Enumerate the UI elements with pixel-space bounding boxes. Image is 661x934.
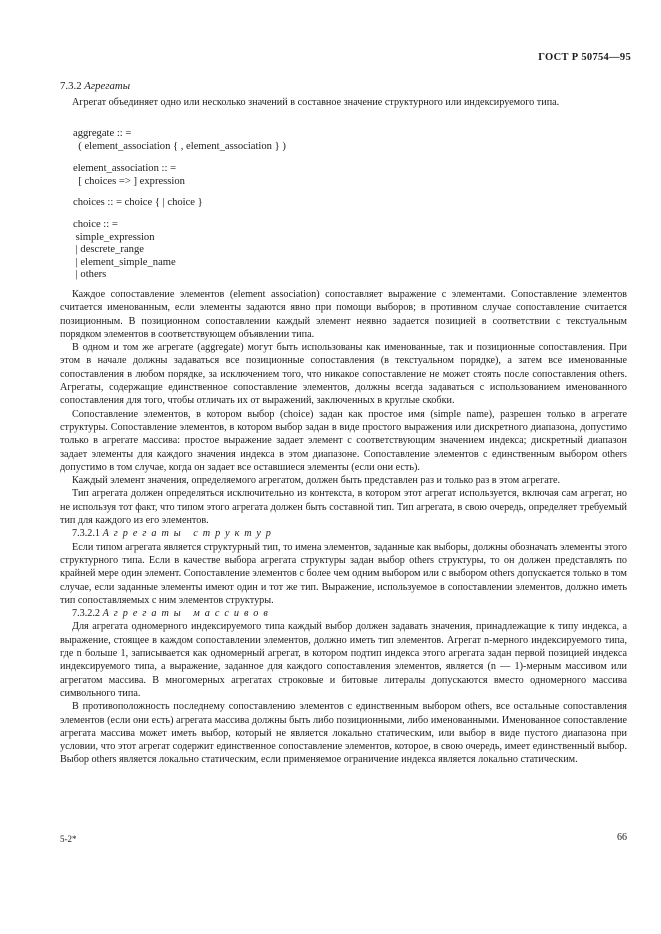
paragraph: Каждый элемент значения, определяемого агрегатом, должен быть представлен раз и только раз в этом агрегате.: [72, 475, 561, 487]
subsection-heading-arrays: [60, 607, 627, 620]
section-title: Агрегаты: [84, 80, 131, 92]
footer-signature-mark: 5-2*: [60, 834, 77, 844]
paragraph: Сопоставление элементов, в котором выбор (choice) задан как простое имя (simple name), разрешен только в агрегате структуры. Сопоставление элементов, в котором выбор задан в виде простого выражения или дискретного диапазона, допустимо только в агрегате массива: простое выражение задает элемент с соответствующим значением индекса; дискретный диапазон задает элементы для каждого значения индекса в этом диапазоне. Сопоставление элементов с единственным выбором others допустимо в том случае, когда он задает все оставшиеся элементы (если они есть).: [60, 408, 627, 473]
grammar-line: simple_expression: [73, 231, 155, 243]
grammar-element-association: [73, 163, 613, 188]
section-number: 7.3.2: [60, 80, 82, 92]
grammar-line: choice :: =: [73, 219, 118, 230]
subsection-number: 7.3.2.1: [72, 528, 101, 540]
intro-text: [60, 96, 627, 109]
grammar-line: aggregate :: =: [73, 128, 132, 139]
grammar-choices: [73, 197, 613, 210]
grammar-aggregate: [73, 128, 613, 153]
paragraph: Тип агрегата должен определяться исключительно из контекста, в котором этот агрегат используется, включая сам агрегат, но не используя тот факт, что типом этого агрегата должен быть составной тип. Тип агрегата, в свою очередь, определяет требуемый тип для каждого из его элементов.: [60, 488, 627, 527]
subsection-number: 7.3.2.2: [72, 608, 101, 620]
grammar-line: element_association :: =: [73, 163, 177, 174]
section-heading: [60, 79, 630, 93]
paragraph: Для агрегата одномерного индексируемого типа каждый выбор должен задавать значения, принадлежащие к типу индекса, а выражение, стоящее в каждом сопоставлении элементов, должно иметь тип элементов. Агрегат n-мерного индексируемого типа, где n больше 1, записывается как одномерный агрегат, в котором подтип индекса этого агрегата задан первой позицией индекса индексируемого типа, а выражение, заданное для каждого сопоставления элементов, является (n — 1)-мерным массивом или агрегатом массива. В многомерных агрегатах строковые и битовые литералы допускаются вместо одномерного массива символьного типа.: [60, 621, 627, 699]
grammar-line: | descrete_range: [73, 244, 144, 256]
grammar-line: choices :: = choice { | choice }: [73, 197, 203, 208]
subsection-heading-records: [60, 527, 627, 540]
grammar-line: [ choices => ] expression: [73, 175, 185, 187]
grammar-line: | others: [73, 269, 107, 281]
main-text: [60, 288, 627, 767]
page-number: 66: [617, 832, 627, 843]
grammar-choice: [73, 219, 613, 282]
paragraph: Каждое сопоставление элементов (element association) сопоставляет выражение с элементами. Сопоставление элементов считается именованным, если элементы задаются явно при помощи выборов; в противном случае сопоставление считается позиционным. В позиционном сопоставлении каждый элемент неявно задается позицией в соответствии с текстуальным порядком элементов в соответствующем объявлении типа.: [60, 289, 627, 340]
paragraph: В противоположность последнему сопоставлению элементов с единственным выбором others, все остальные сопоставления элементов (если они есть) агрегата массива должны быть либо позиционными, либо именованными. Именованное сопоставление агрегата массива может иметь выбор, который не является локально статическим, или выбор в виде пустого диапазона при условии, что этот агрегат содержит единственное сопоставление элементов, которое, в свою очередь, имеет единственный выбор. Выбор others является локально статическим, если применяемое ограничение индекса является локально статическим.: [60, 701, 627, 766]
intro-paragraph: Агрегат объединяет одно или несколько значений в составное значение структурного или индексируемого типа.: [72, 97, 560, 108]
document-id: ГОСТ Р 50754—95: [538, 52, 631, 63]
paragraph: В одном и том же агрегате (aggregate) могут быть использованы как именованные, так и позиционные сопоставления. При этом в начале должны задаваться все позиционные сопоставления (в текстуальном порядке), а затем все именованные сопоставления в любом порядке, за исключением того, что никакое сопоставление не может стоять после сопоставления others. Агрегаты, содержащие единственное сопоставление элементов, должны всегда задаваться с использованием именованного сопоставления для того, чтобы отличать их от выражений, заключенных в круглые скобки.: [60, 342, 627, 407]
subsection-title: Агрегаты массивов: [102, 608, 273, 620]
subsection-title: Агрегаты структур: [102, 528, 276, 540]
grammar-line: | element_simple_name: [73, 256, 176, 268]
paragraph: Если типом агрегата является структурный тип, то имена элементов, заданные как выборы, должны обозначать элементы этого структурного типа. Если в качестве выбора агрегата структуры задан выбор others структуры, то он должен представлять по крайней мере один элемент. Сопоставление элементов с более чем одним выбором или с выбором others допускается только в том случае, если заданные элементы имеют один и тот же тип. Выражение, используемое в сопоставлении элементов, должно иметь тип сопоставляемых с ним элементов структуры.: [60, 541, 627, 606]
grammar-line: ( element_association { , element_association } ): [73, 140, 286, 152]
